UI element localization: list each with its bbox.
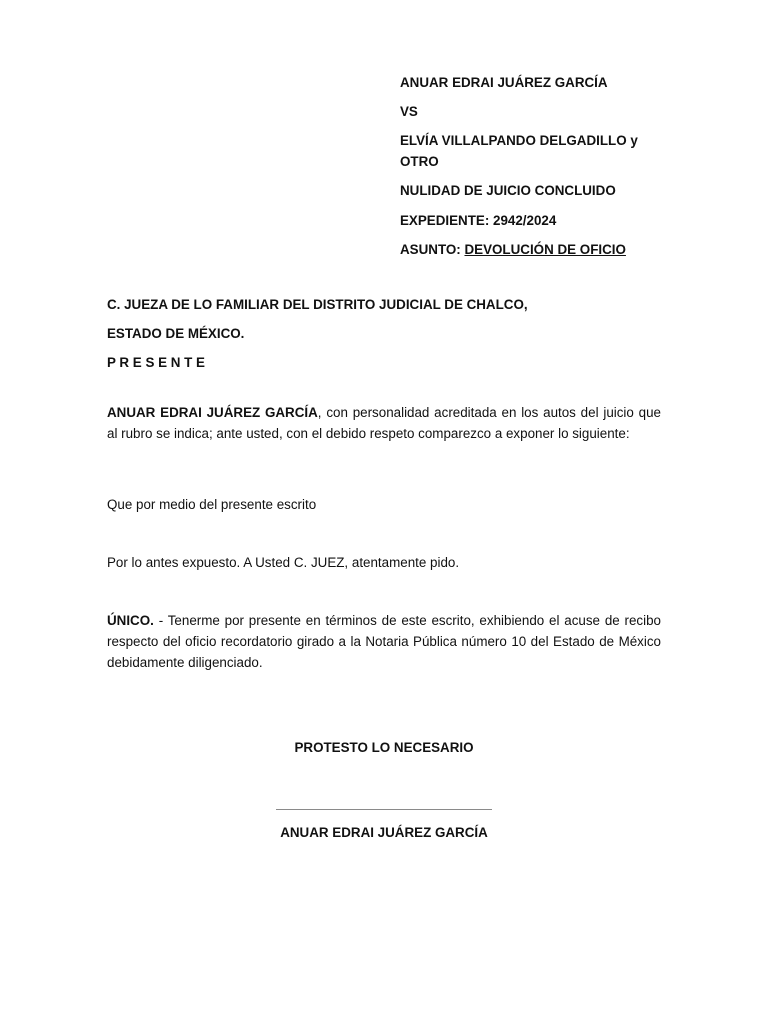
case-matter: NULIDAD DE JUICIO CONCLUIDO <box>400 183 616 198</box>
signer-name: ANUAR EDRAI JUÁREZ GARCÍA <box>280 825 488 840</box>
subject-label: ASUNTO: <box>400 242 465 257</box>
case-subject <box>400 239 626 260</box>
party-defendant-line1: ELVÍA VILLALPANDO DELGADILLO y <box>400 133 638 148</box>
request-paragraph: Por lo antes expuesto. A Usted C. JUEZ, atentamente pido. <box>107 555 460 570</box>
unico-paragraph <box>107 610 661 673</box>
case-file-number: EXPEDIENTE: 2942/2024 <box>400 213 557 228</box>
intro-name: ANUAR EDRAI JUÁREZ GARCÍA <box>107 405 318 420</box>
unico-text: - Tenerme por presente en términos de este escrito, exhibiendo el acuse de recibo respecto del oficio recordatorio girado a la Notaria Pública número 10 del Estado de México debidamente diligenciado. <box>107 613 661 670</box>
unico-label: ÚNICO. <box>107 613 154 628</box>
signature-line <box>276 809 492 810</box>
intro-text: , con personalidad acreditada en los autos del juicio que al rubro se indica; ante usted, con el debido respeto comparezco a exponer lo siguiente: <box>107 405 661 441</box>
addressee-presente: P R E S E N T E <box>107 355 205 370</box>
intro-paragraph <box>107 402 661 444</box>
statement-paragraph: Que por medio del presente escrito <box>107 497 317 512</box>
addressee-line1: C. JUEZA DE LO FAMILIAR DEL DISTRITO JUDICIAL DE CHALCO, <box>107 297 528 312</box>
versus-label: VS <box>400 104 418 119</box>
subject-value: DEVOLUCIÓN DE OFICIO <box>464 242 626 257</box>
addressee-line2: ESTADO DE MÉXICO. <box>107 326 245 341</box>
party-plaintiff: ANUAR EDRAI JUÁREZ GARCÍA <box>400 75 608 90</box>
party-defendant-line2: OTRO <box>400 154 439 169</box>
protest-line: PROTESTO LO NECESARIO <box>294 740 474 755</box>
